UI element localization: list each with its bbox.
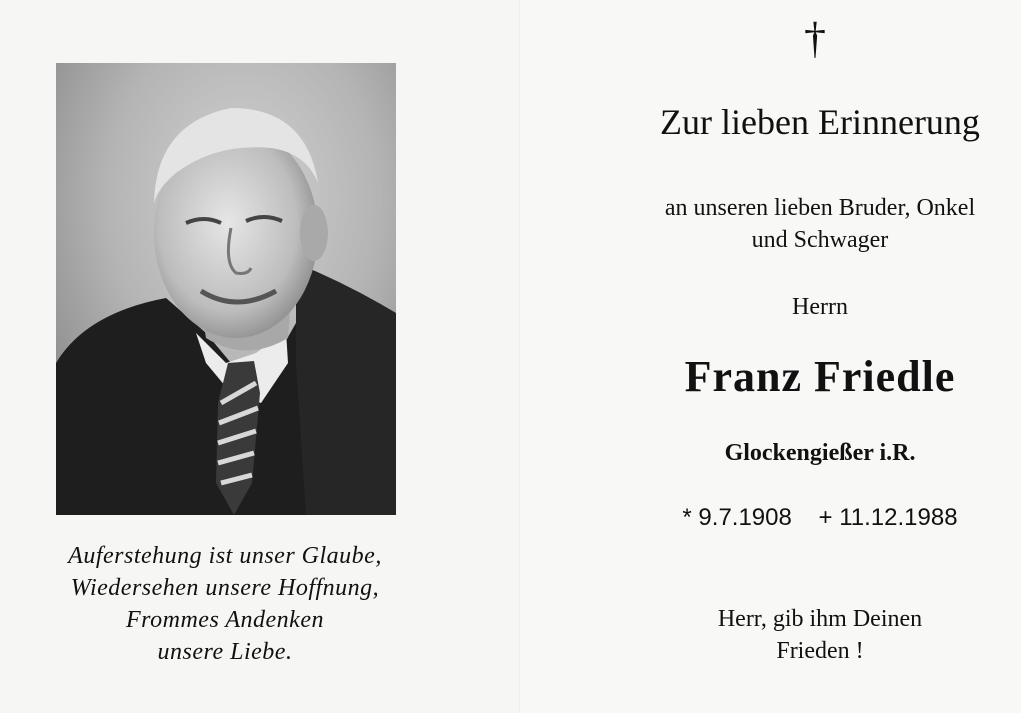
cross-symbol: † [804,14,826,63]
deceased-name: Franz Friedle [684,352,956,401]
verse-line: Wiedersehen unsere Hoffnung, [70,575,380,601]
portrait-photo [56,63,396,515]
honorific: Herrn [792,294,848,320]
memorial-verse [20,540,430,668]
dedication-line: und Schwager [751,227,889,253]
verse-line: unsere Liebe. [157,639,293,665]
dedication-line: an unseren lieben Bruder, Onkel [664,195,976,221]
occupation: Glockengießer i.R. [724,440,916,466]
memorial-heading: Zur lieben Erinnerung [660,102,980,142]
life-dates [600,503,1021,533]
prayer-line: Frieden ! [776,638,864,664]
death-date: + 11.12.1988 [818,504,958,531]
birth-date: * 9.7.1908 [682,504,792,531]
verse-line: Auferstehung ist unser Glaube, [68,543,382,569]
closing-prayer [600,603,1021,667]
prayer-line: Herr, gib ihm Deinen [717,606,923,632]
verse-line: Frommes Andenken [126,607,324,633]
dedication-text [600,192,1021,256]
